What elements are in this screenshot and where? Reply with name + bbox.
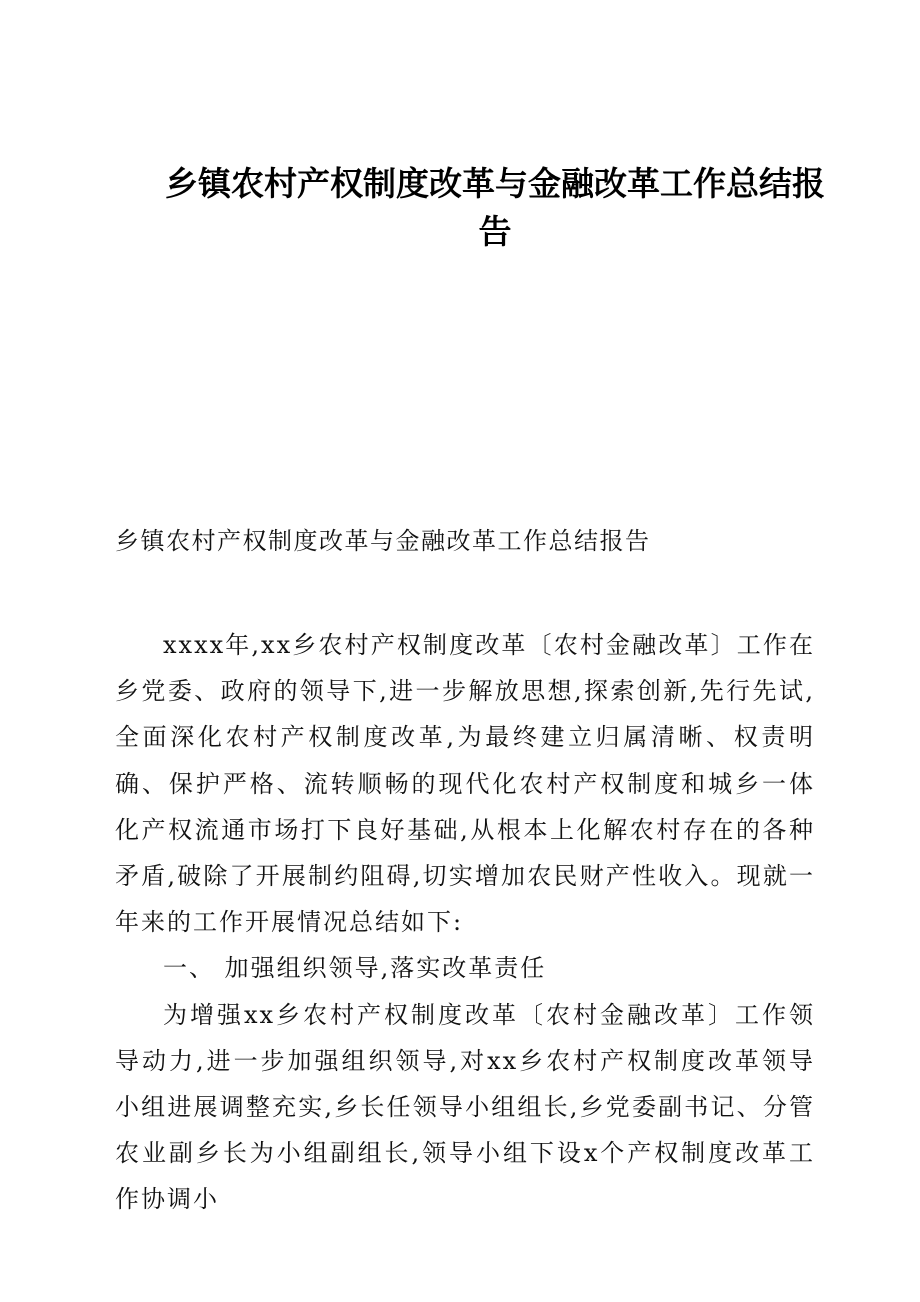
document-title: 乡镇农村产权制度改革与金融改革工作总结报告: [165, 164, 825, 251]
document-subtitle: 乡镇农村产权制度改革与金融改革工作总结报告: [115, 527, 651, 555]
section-heading-1: 一、 加强组织领导,落实改革责任: [163, 954, 547, 983]
paragraph-section-1: 为增强xx乡农村产权制度改革〔农村金融改革〕工作领导动力,进一步加强组织领导,对xx乡农村产权制度改革领导小组进展调整充实,乡长任领导小组组长,乡党委副书记、分管农业副乡长为小组副组长,领导小组下设x个产权制度改革工作协调小: [115, 1000, 815, 1214]
paragraph-intro: xxxx年,xx乡农村产权制度改革〔农村金融改革〕工作在乡党委、政府的领导下,进一步解放思想,探索创新,先行先试,全面深化农村产权制度改革,为最终建立归属清晰、权责明确、保护严格、流转顺畅的现代化农村产权制度和城乡一体化产权流通市场打下良好基础,从根本上化解农村存在的各种矛盾,破除了开展制约阻碍,切实增加农民财产性收入。现就一年来的工作开展情况总结如下:: [115, 631, 815, 937]
document-body: [115, 622, 815, 1223]
